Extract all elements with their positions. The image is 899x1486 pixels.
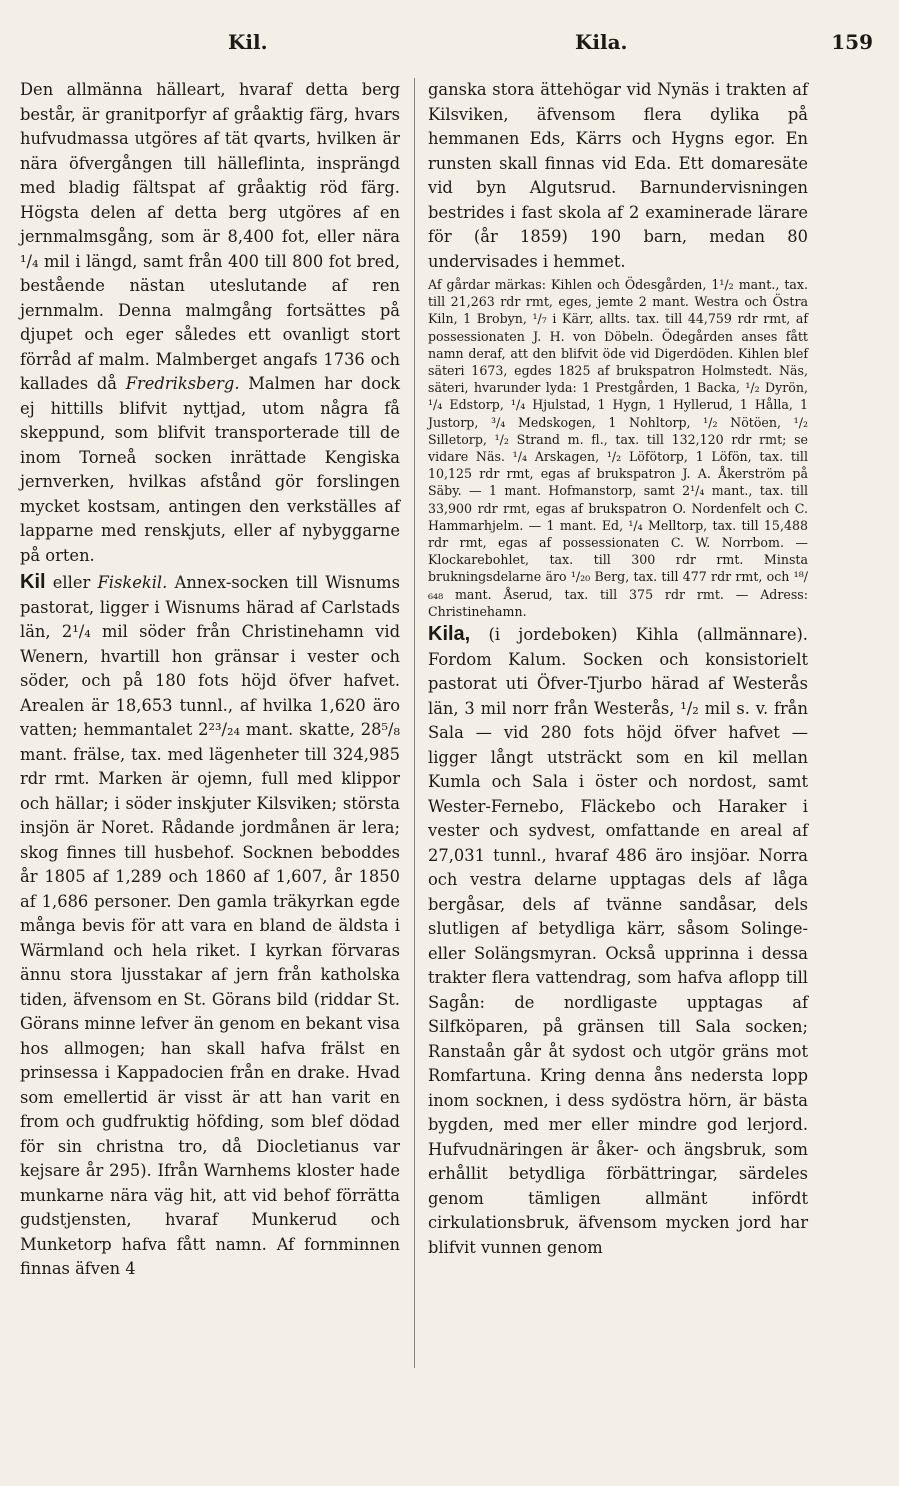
left-column	[20, 78, 400, 1282]
paragraph-text: Malmen har dock ej hittills blifvit nyttjad, utom några få skeppund, som blifvit transporterade till de inom Torneå socken inrättade Kengiska jernverken, hvilkas afstånd gör forslingen mycket kostsam, antingen den verkställes af lapparne med renskjuts, eller af nybyggarne på orten.	[20, 374, 401, 565]
running-head-center: Kila.	[575, 30, 628, 54]
entry-alias: Fiskekil.	[97, 573, 168, 592]
page-number: 159	[831, 30, 873, 54]
right-body-top	[428, 78, 808, 274]
small-print-block	[428, 276, 808, 620]
entry-kila	[428, 622, 808, 1260]
paragraph-fornminnen: ganska stora ättehögar vid Nynäs i trakten af Kilsviken, äfvensom flera dylika på hemmanen Eds, Kärrs och Hygns egor. En runsten skall finnas vid Eda. Ett domaresäte vid byn Algutsrud. Barnundervisningen bestrides i fast skola af 2 examinerade lärare för (år 1859) 190 barn, medan 80 undervisades i hemmet.	[428, 80, 808, 271]
gardar-list: Af gårdar märkas: Kihlen och Ödesgården, 1¹/₂ mant., tax. till 21,263 rdr rmt, eges, jemte 2 mant. Westra och Östra Kiln, 1 Brobyn, ¹/₇ i Kärr, allts. tax. till 44,759 rdr rmt, af possessionaten J. H. von Döbeln. Ödegården anses fått namn deraf, att den blifvit öde vid Digerdöden. Kihlen blef säteri 1673, egdes 1825 af brukspatron Holmstedt. Näs, säteri, hvarunder lyda: 1 Prestgården, 1 Backa, ¹/₂ Dyrön, ¹/₄ Edstorp, ¹/₄ Hjulstad, 1 Hygn, 1 Hyllerud, 1 Hålla, 1 Justorp, ³/₄ Medskogen, 1 Nohltorp, ¹/₂ Nötöen, ¹/₂ Silletorp, ¹/₂ Strand m. fl., tax. till 132,120 rdr rmt; se vidare Näs. ¹/₄ Arskagen, ¹/₂ Löfötorp, 1 Löfön, tax. till 10,125 rdr rmt, egas af brukspatron J. A. Åkerström på Säby. — 1 mant. Hofmanstorp, samt 2¹/₄ mant., tax. till 33,900 rdr rmt, egas af brukspatron O. Nordenfelt och C. Hammarhjelm. — 1 mant. Ed, ¹/₄ Melltorp, tax. till 15,488 rdr rmt, egas af possessionaten C. W. Norrbom. — Klockarebohlet, tax. till 300 rdr rmt. Minsta brukningsdelarne äro ¹/₂₀ Berg, tax. till 477 rdr rmt, och ¹⁸/₆₄₈ mant. Åserud, tax. till 375 rdr rmt. — Adress: Christinehamn.	[428, 277, 808, 619]
left-body	[20, 78, 400, 1282]
page-header	[20, 30, 879, 62]
column-divider	[414, 78, 415, 1368]
right-body-bottom	[428, 622, 808, 1260]
entry-heading: Kila,	[428, 623, 471, 646]
right-column	[428, 78, 808, 1260]
running-head-left: Kil.	[228, 30, 268, 54]
entry-kil	[20, 570, 400, 1282]
paragraph-text: Den allmänna hälleart, hvaraf detta berg består, är granitporfyr af gråaktig färg, hvars hufvudmassa utgöres af tät qvarts, hvilken är nära öfvergången till hälleflinta, insprängd med bladig fältspat af gråaktig röd färg. Högsta delen af detta berg utgöres af en jernmalmsgång, som är 8,400 fot, eller nära ¹/₄ mil i längd, samt från 400 till 800 fot bred, bestående nästan uteslutande af ren jernmalm. Denna malmgång fortsättes på djupet och eger således ett ovanligt stort förråd af malm. Malmberget angafs 1736 och kallades då	[20, 80, 400, 393]
paragraph-malmberget	[20, 78, 400, 568]
entry-eller: eller	[52, 573, 91, 592]
entry-text: Annex-socken till Wisnums pastorat, ligger i Wisnums härad af Carlstads län, 2¹/₄ mil söder från Christinehamn vid Wenern, hvartill hon gränsar i vester och söder, och på 180 fots höjd öfver hafvet. Arealen är 18,653 tunnl., af hvilka 1,620 äro vatten; hemmantalet 2²³/₂₄ mant. skatte, 28⁵/₈ mant. frälse, tax. med lägenheter till 324,985 rdr rmt. Marken är ojemn, full med klippor och hällar; i söder inskjuter Kilsviken; största insjön är Noret. Rådande jordmånen är lera; skog finnes till husbehof. Socknen beboddes år 1805 af 1,289 och 1860 af 1,607, år 1850 af 1,686 personer. Den gamla träkyrkan egde många bevis för att vara en bland de äldsta i Wärmland och hela riket. I kyrkan förvaras ännu stora ljusstakar af jern från katholska tiden, äfvensom en St. Görans bild (riddar St. Görans minne lefver än genom en bekant visa hos allmogen; han skall hafva frälst en prinsessa i Kappadocien från en drake. Hvad som emellertid är visst är att han varit en from och gudfruktig höfding, som blef dödad för sin christna tro, då Diocletianus var kejsare år 295). Ifrån Warnhems kloster hade munkarne nära väg hit, att vid behof förrätta gudstjensten, hvaraf Munkerud och Munketorp hafva fått namn. Af fornminnen finnas äfven 4	[20, 573, 400, 1278]
entry-text: (i jordeboken) Kihla (allmännare). Fordom Kalum. Socken och konsistorielt pastorat uti Öfver-Tjurbo härad af Westerås län, 3 mil norr från Westerås, ¹/₂ mil s. v. från Sala — vid 280 fots höjd öfver hafvet — ligger långt utsträckt som en kil mellan Kumla och Sala i öster och nordost, samt Wester-Fernebo, Fläckebo och Haraker i vester och sydvest, omfattande en areal af 27,031 tunnl., hvaraf 486 äro insjöar. Norra och vestra delarne upptagas dels af låga bergåsar, dels af tvänne sandåsar, dels slutligen af betydliga kärr, såsom Solinge- eller Solängsmyran. Också upprinna i dessa trakter flera vattendrag, som hafva aflopp till Sagån: de nordligaste upptagas af Silfköparen, på gränsen till Sala socken; Ranstaån går åt sydost och utgör gräns mot Romfartuna. Kring denna åns nedersta lopp inom socknen, i dess sydöstra hörn, är bästa bygden, med mer eller mindre god lerjord. Hufvudnäringen är åker- och ängsbruk, som erhållit betydliga förbättringar, särdeles genom tämligen allmänt infördt cirkulationsbruk, äfvensom mycken jord har blifvit vunnen genom	[428, 625, 808, 1257]
entry-heading: Kil	[20, 571, 46, 593]
italic-name: Fredriksberg.	[125, 374, 240, 393]
